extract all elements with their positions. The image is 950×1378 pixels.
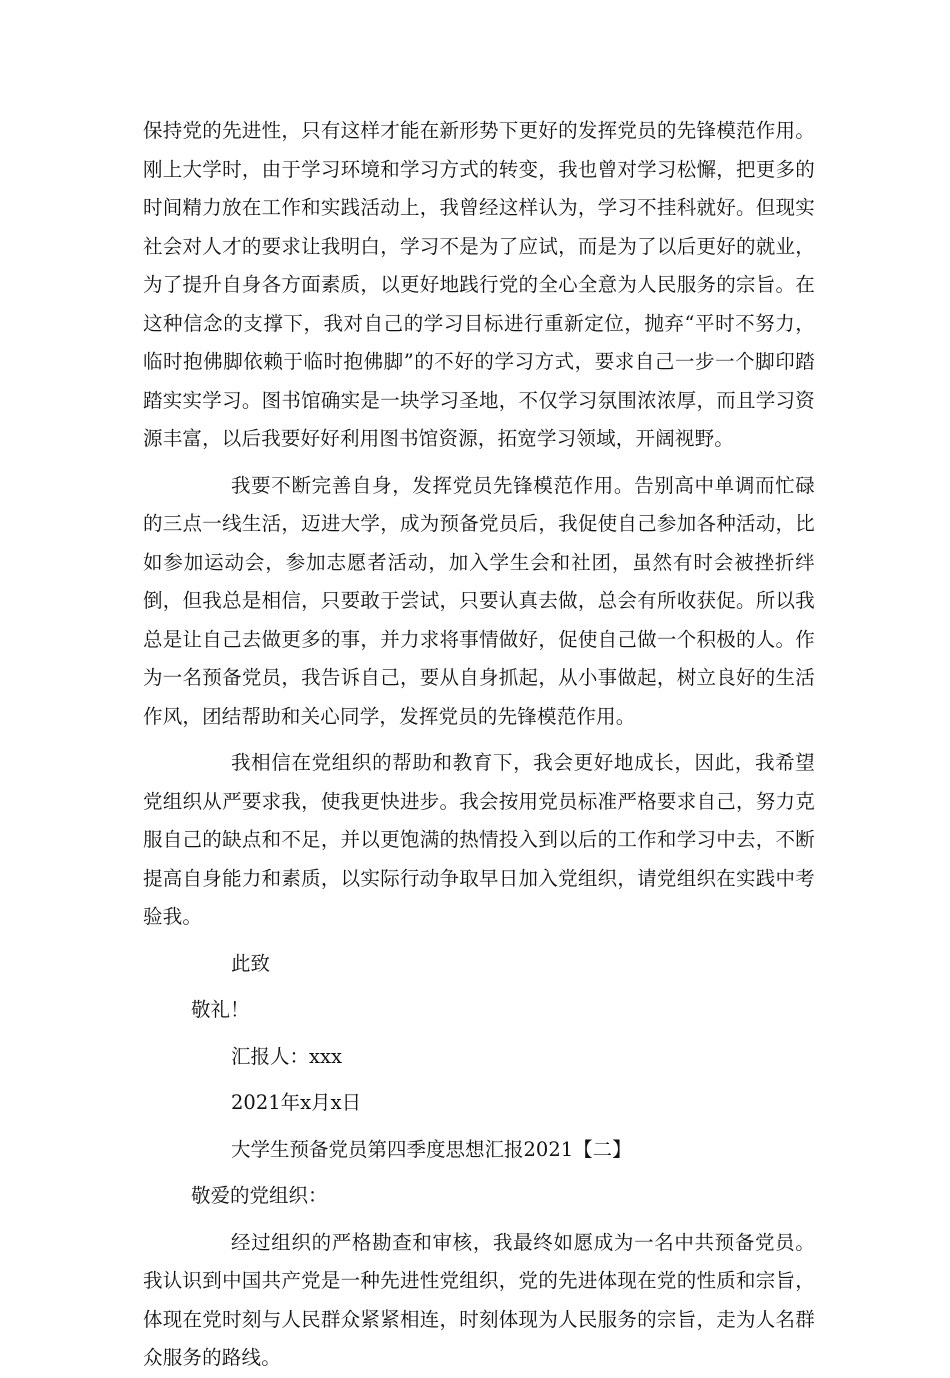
paragraph-self-improvement: 我要不断完善自身，发挥党员先锋模范作用。告别高中单调而忙碌的三点一线生活，迈进大学，成为预备党员后，我促使自己参加各种活动，比如参加运动会，参加志愿者活动，加入学生会和社团，虽然有时会被挫折绊倒，但我总是相信，只要敢于尝试，只要认真去做，总会有所收获促。所以我总是让自己去做更多的事，并力求将事情做好，促使自己做一个积极的人。作为一名预备党员，我告诉自己，要从自身抓起，从小事做起，树立良好的生活作风，团结帮助和关心同学，发挥党员的先锋模范作用。	[143, 473, 815, 728]
section-title: 大学生预备党员第四季度思想汇报2021【二】	[231, 1137, 632, 1161]
paragraph-growth: 我相信在党组织的帮助和教育下，我会更好地成长，因此，我希望党组织从严要求我，使我更快进步。我会按用党员标准严格要求自己，努力克服自己的缺点和不足，并以更饱满的热情投入到以后的工作和学习中去，不断提高自身能力和素质，以实际行动争取早日加入党组织，请党组织在实践中考验我。	[143, 751, 815, 928]
reporter-line: 汇报人：xxx	[231, 1044, 342, 1068]
closing-line: 此致	[231, 951, 271, 975]
document-page	[143, 112, 815, 1378]
date-line: 2021年x月x日	[231, 1091, 362, 1114]
paragraph-final: 经过组织的严格勘查和审核，我最终如愿成为一名中共预备党员。我认识到中国共产党是一种先进性党组织，党的先进体现在党的性质和宗旨，体现在党时刻与人民群众紧紧相连，时刻体现为人民服务的宗旨，走为人名群众服务的路线。	[143, 1230, 815, 1369]
salute-line: 敬礼！	[191, 998, 250, 1021]
paragraph-study: 保持党的先进性，只有这样才能在新形势下更好的发挥党员的先锋模范作用。刚上大学时，由于学习环境和学习方式的转变，我也曾对学习松懈，把更多的时间精力放在工作和实践活动上，我曾经这样认为，学习不挂科就好。但现实社会对人才的要求让我明白，学习不是为了应试，而是为了以后更好的就业，为了提升自身各方面素质，以更好地践行党的全心全意为人民服务的宗旨。在这种信念的支撑下，我对自己的学习目标进行重新定位，抛弃“平时不努力，临时抱佛脚依赖于临时抱佛脚”的不好的学习方式，要求自己一步一个脚印踏踏实实学习。图书馆确实是一块学习圣地，不仅学习氛围浓浓厚，而且学习资源丰富，以后我要好好利用图书馆资源，拓宽学习领域，开阔视野。	[143, 119, 815, 450]
greeting-line: 敬爱的党组织：	[191, 1184, 328, 1207]
